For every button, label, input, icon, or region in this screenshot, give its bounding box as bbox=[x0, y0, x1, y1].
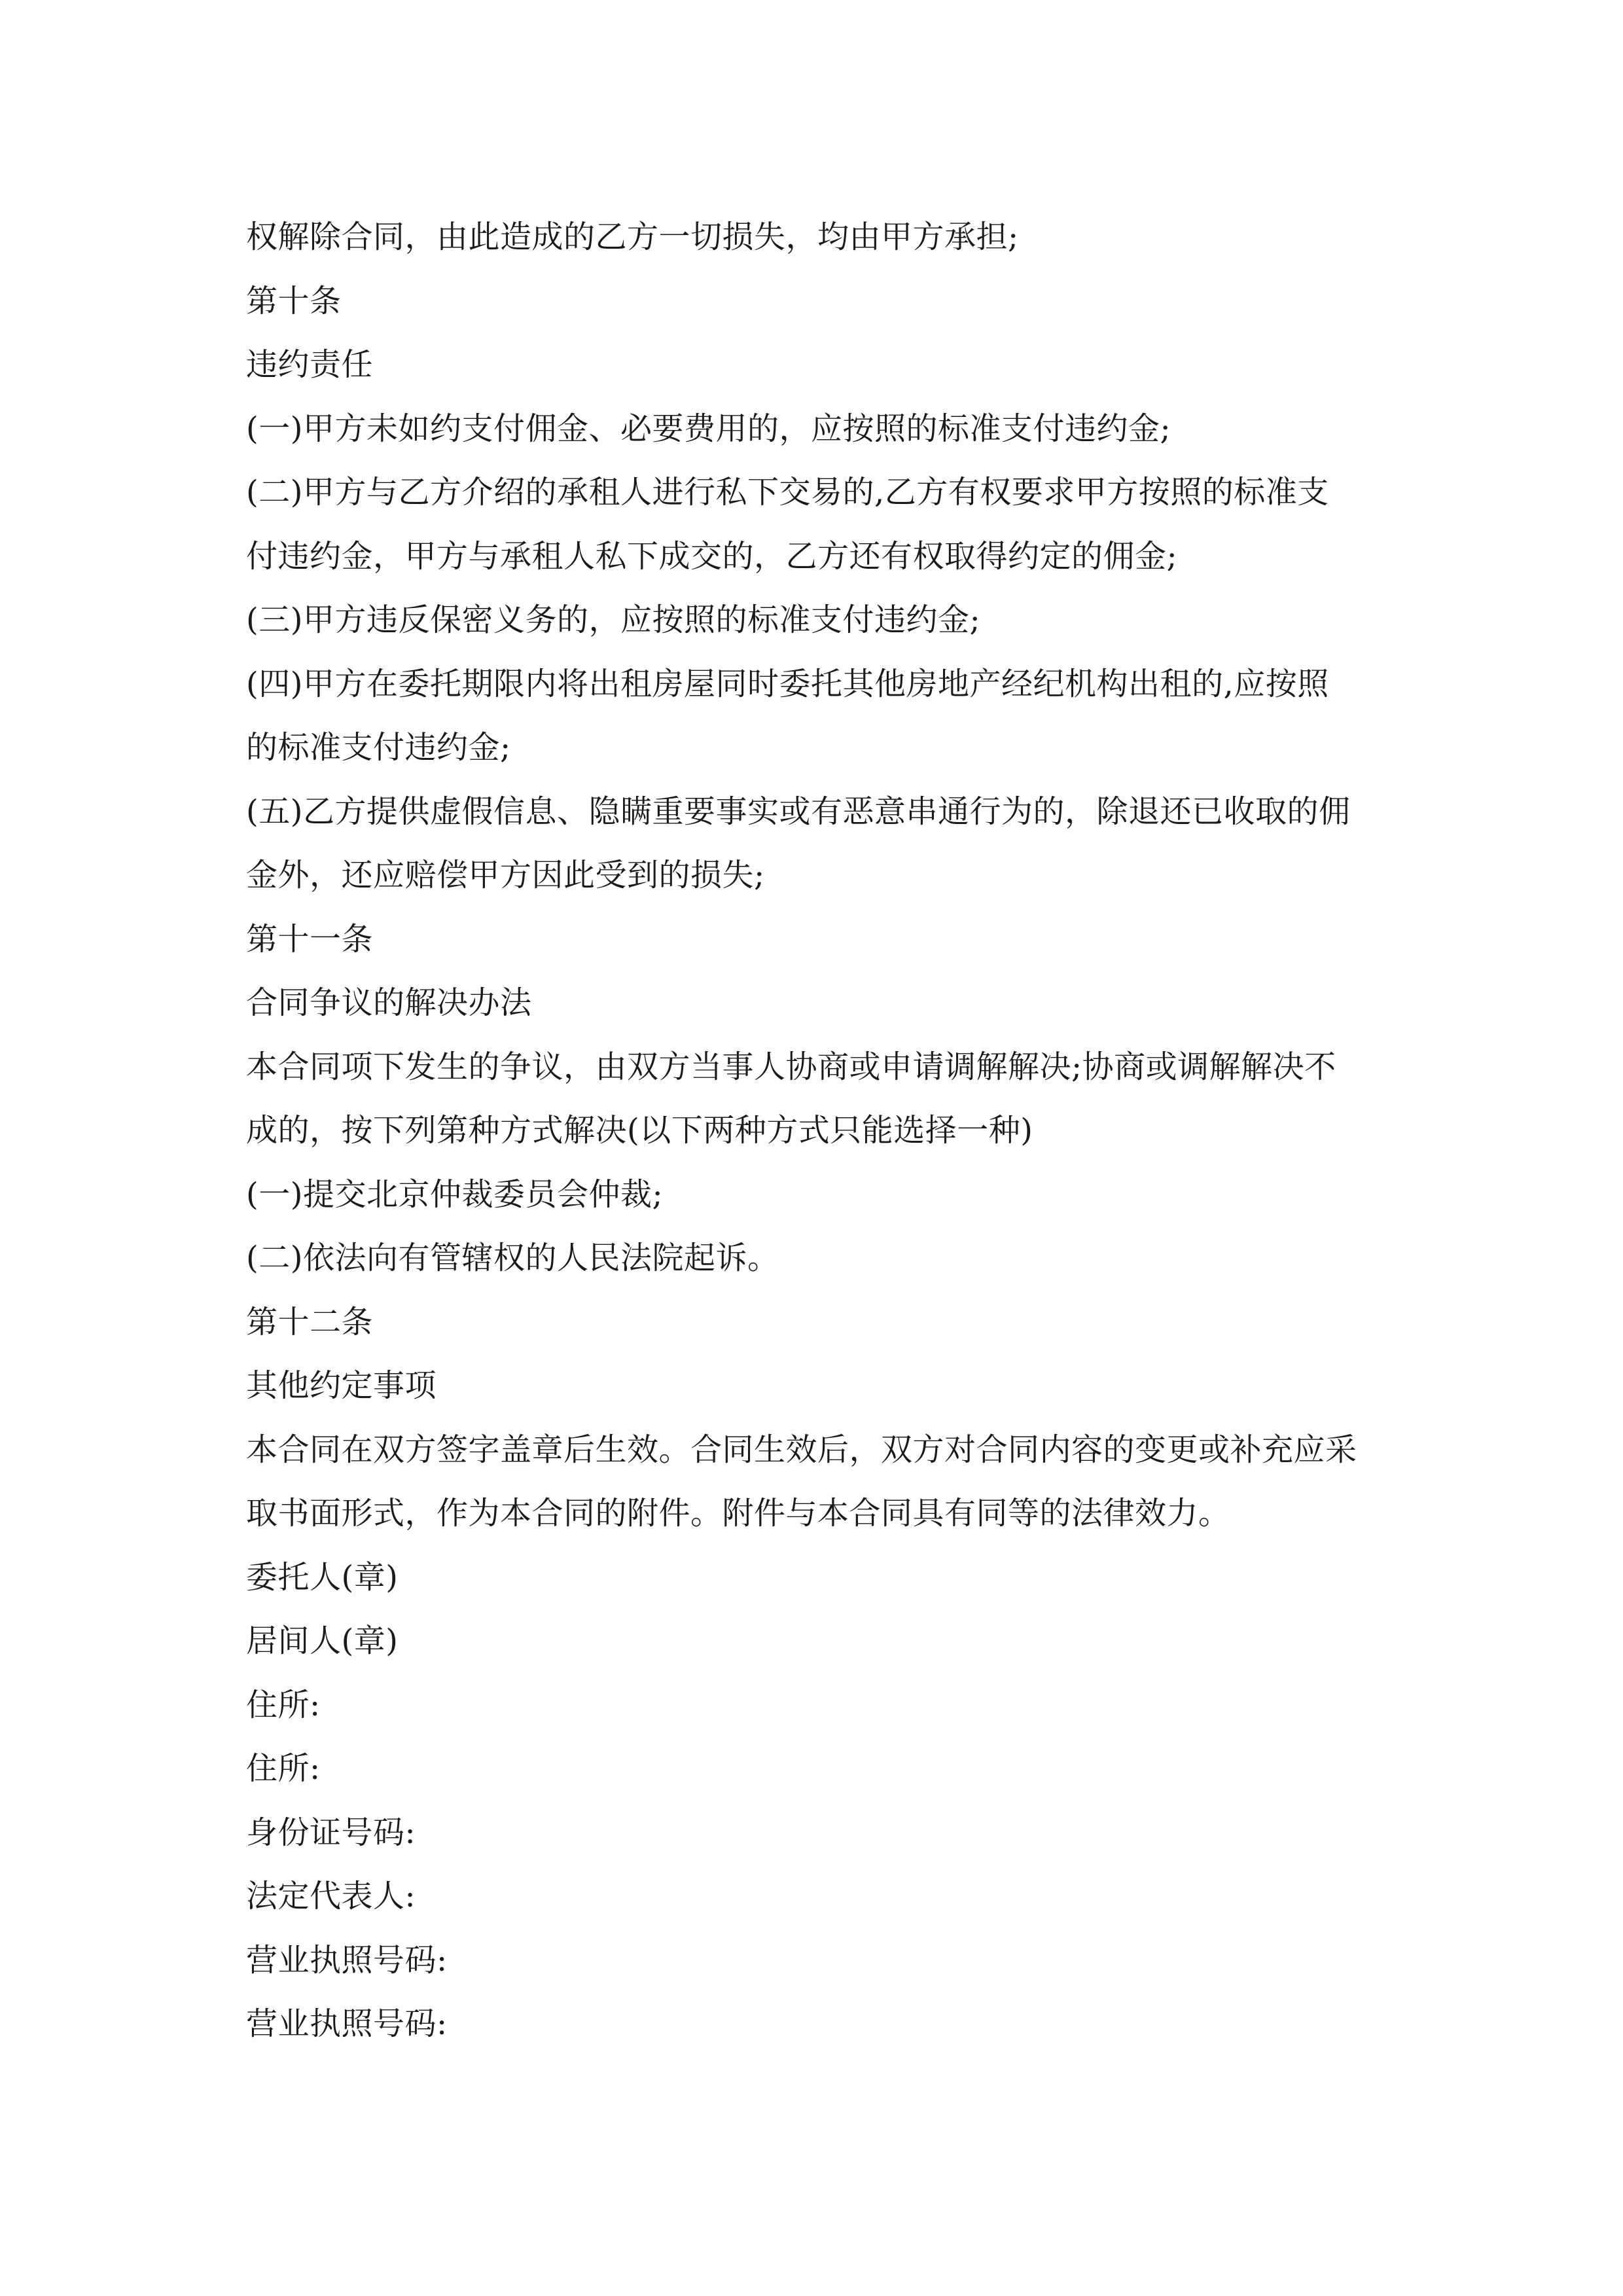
text-line: (一)甲方未如约支付佣金、必要费用的，应按照的标准支付违约金; bbox=[246, 410, 1171, 447]
text-line: (三)甲方违反保密义务的，应按照的标准支付违约金; bbox=[246, 601, 981, 638]
signature-field: 身份证号码: bbox=[246, 1814, 416, 1851]
article-heading: 第十一条 bbox=[246, 920, 374, 958]
text-line: 取书面形式，作为本合同的附件。附件与本合同具有同等的法律效力。 bbox=[246, 1495, 1230, 1532]
text-line: 本合同在双方签字盖章后生效。合同生效后，双方对合同内容的变更或补充应采 bbox=[246, 1431, 1357, 1468]
text-line: (二)甲方与乙方介绍的承租人进行私下交易的,乙方有权要求甲方按照的标准支 bbox=[246, 474, 1329, 511]
signature-field: 居间人(章) bbox=[246, 1623, 399, 1659]
text-line: 本合同项下发生的争议，由双方当事人协商或申请调解解决;协商或调解解决不 bbox=[246, 1048, 1336, 1085]
text-line: (一)提交北京仲裁委员会仲裁; bbox=[246, 1175, 664, 1213]
article-heading: 第十条 bbox=[246, 282, 342, 319]
signature-field: 住所: bbox=[246, 1750, 321, 1787]
text-line: 的标准支付违约金; bbox=[246, 729, 511, 766]
document-body bbox=[246, 206, 1378, 2056]
text-line: (五)乙方提供虚假信息、隐瞒重要事实或有恶意串通行为的，除退还已收取的佣 bbox=[246, 793, 1351, 830]
signature-field: 营业执照号码: bbox=[246, 2005, 448, 2042]
text-line: 付违约金，甲方与承租人私下成交的，乙方还有权取得约定的佣金; bbox=[246, 537, 1178, 575]
text-line: 金外，还应赔偿甲方因此受到的损失; bbox=[246, 857, 765, 893]
article-title: 其他约定事项 bbox=[246, 1367, 437, 1404]
article-title: 合同争议的解决办法 bbox=[246, 984, 532, 1021]
text-line: (四)甲方在委托期限内将出租房屋同时委托其他房地产经纪机构出租的,应按照 bbox=[246, 665, 1329, 702]
signature-field: 法定代表人: bbox=[246, 1878, 416, 1914]
article-title: 违约责任 bbox=[246, 346, 374, 383]
text-line: 成的，按下列第种方式解决(以下两种方式只能选择一种) bbox=[246, 1112, 1033, 1149]
article-heading: 第十二条 bbox=[246, 1303, 374, 1340]
signature-field: 住所: bbox=[246, 1686, 321, 1723]
signature-field: 营业执照号码: bbox=[246, 1941, 448, 1979]
signature-field: 委托人(章) bbox=[246, 1558, 399, 1596]
text-line: 权解除合同，由此造成的乙方一切损失，均由甲方承担; bbox=[246, 219, 1019, 255]
text-line: (二)依法向有管辖权的人民法院起诉。 bbox=[246, 1240, 779, 1276]
